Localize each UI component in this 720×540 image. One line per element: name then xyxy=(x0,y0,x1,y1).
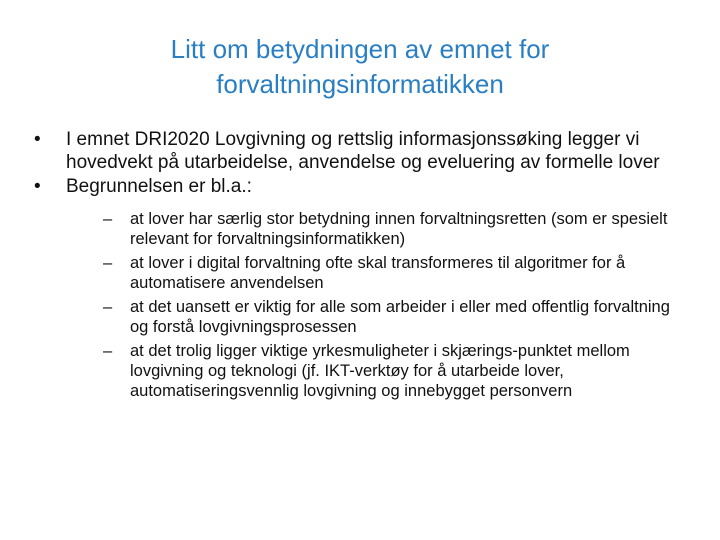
slide-title xyxy=(60,32,660,102)
bullet-item xyxy=(30,175,690,401)
bullet-text: I emnet DRI2020 Lovgivning og rettslig informasjonssøking legger vi hovedvekt på utarbeidelse, anvendelse og eveluering av formelle lover xyxy=(66,129,660,173)
sub-bullet-list xyxy=(66,209,690,401)
sub-bullet-item xyxy=(66,297,690,337)
slide-body xyxy=(30,128,690,405)
bullet-list xyxy=(30,128,690,401)
sub-bullet-text: at det trolig ligger viktige yrkesmuligheter i skjærings-punktet mellom lovgivning og teknologi (jf. IKT-verktøy for å utarbeide lover, automatiseringsvennlig lovgivning og innebygget personvern xyxy=(130,342,630,400)
slide-title-line-2: forvaltningsinformatikken xyxy=(216,69,504,99)
slide-title-line-1: Litt om betydningen av emnet for xyxy=(170,34,550,64)
sub-bullet-marker: – xyxy=(103,342,113,360)
bullet-marker: • xyxy=(34,176,41,197)
bullet-item xyxy=(30,128,690,174)
sub-bullet-item xyxy=(66,209,690,249)
sub-bullet-item xyxy=(66,253,690,293)
bullet-text: Begrunnelsen er bl.a.: xyxy=(66,176,252,197)
bullet-marker: • xyxy=(34,129,41,150)
sub-bullet-marker: – xyxy=(103,210,113,228)
sub-bullet-marker: – xyxy=(103,298,113,316)
sub-bullet-marker: – xyxy=(103,254,113,272)
sub-bullet-item xyxy=(66,341,690,401)
sub-bullet-text: at lover har særlig stor betydning innen forvaltningsretten (som er spesielt relevant for forvaltningsinformatikken) xyxy=(130,210,668,248)
sub-bullet-text: at det uansett er viktig for alle som arbeider i eller med offentlig forvaltning og forstå lovgivningsprosessen xyxy=(130,298,670,336)
sub-bullet-text: at lover i digital forvaltning ofte skal transformeres til algoritmer for å automatisere anvendelsen xyxy=(130,254,626,292)
